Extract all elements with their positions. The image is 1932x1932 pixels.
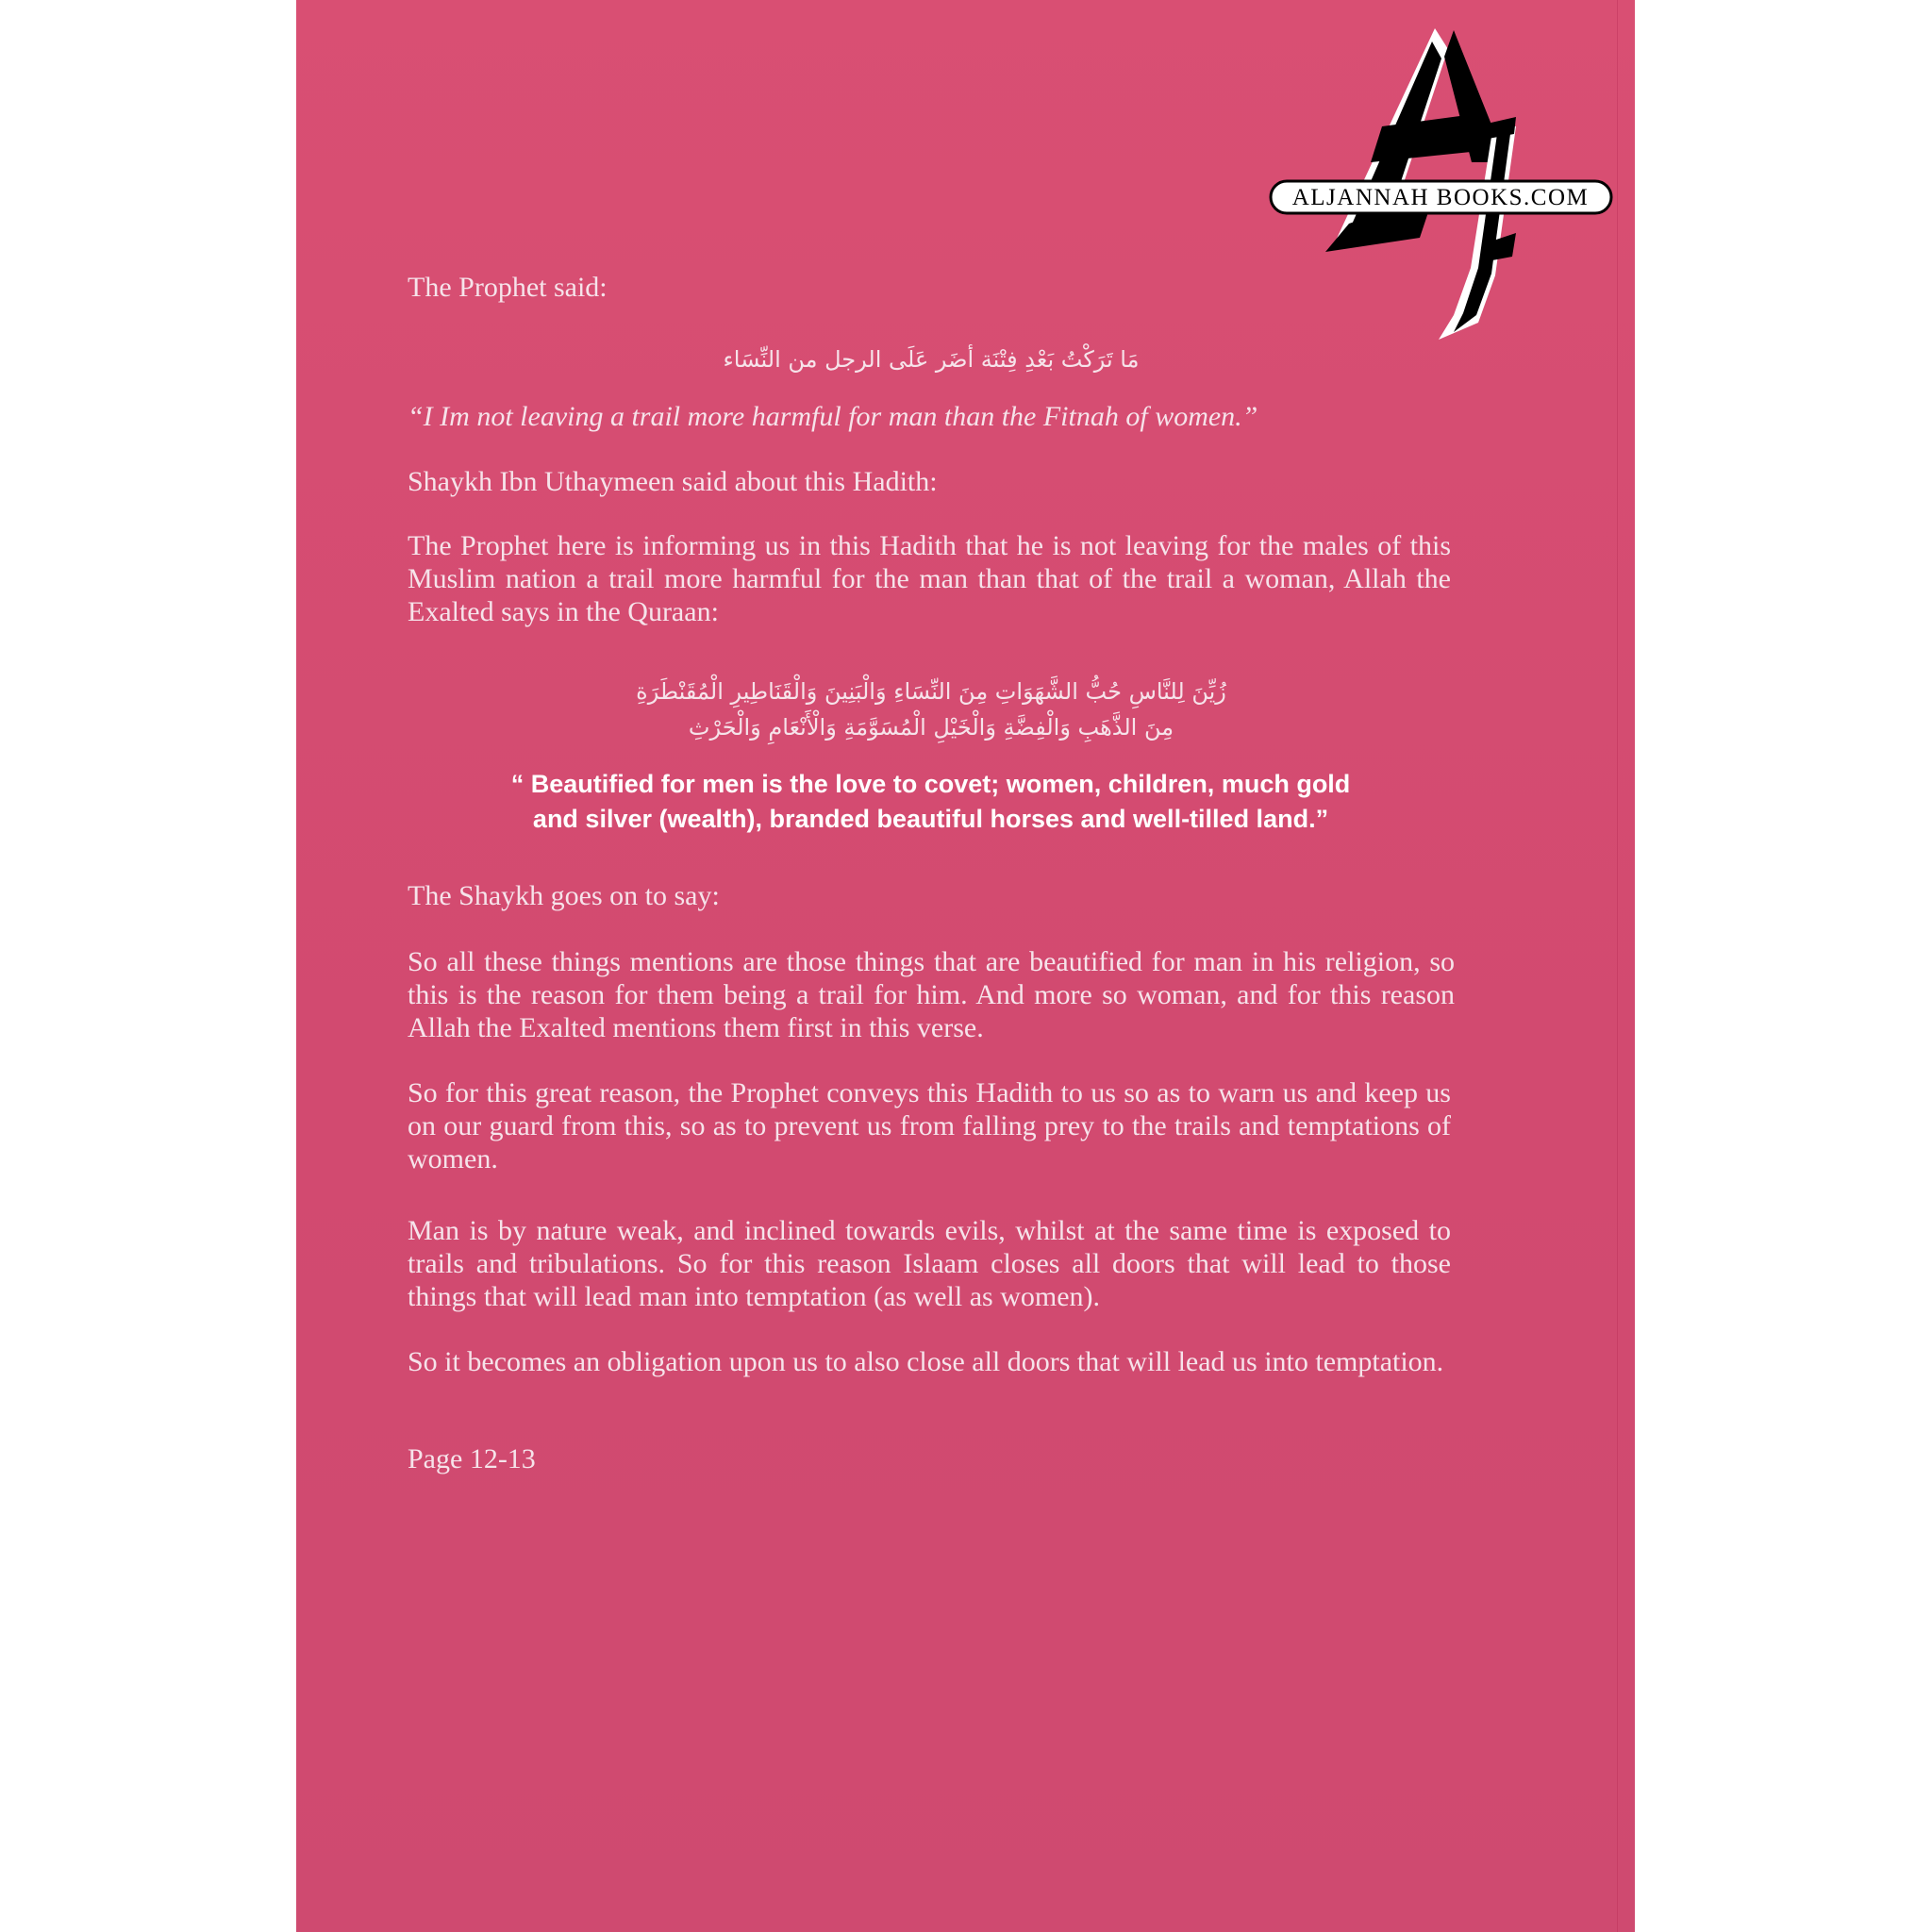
paragraph-1: The Prophet here is informing us in this Hadith that he is not leaving for the males of this Muslim nation a trail more harmful for the man than that of the trail a woman, Allah the Exalted says in the Quraan:	[408, 530, 1451, 627]
paragraph-4: Man is by nature weak, and inclined towards evils, whilst at the same time is exposed to trails and tribulations. So for this reason Islaam closes all doors that will lead to those things that will lead man into temptation (as well as women).	[408, 1215, 1451, 1312]
hadith-translation: “I Im not leaving a trail more harmful for man than the Fitnah of women.”	[408, 401, 1258, 432]
verse-translation-line-1: “ Beautified for men is the love to covet; women, children, much gold	[510, 770, 1351, 798]
hadith-arabic: مَا تَرَكْتُ بَعْدِ فِتْنَة أضَر عَلَى الرجل من النِّسَاء	[723, 346, 1140, 373]
paragraph-3: So for this great reason, the Prophet conveys this Hadith to us so as to warn us and keep us on our guard from this, so as to prevent us from falling prey to the trails and temptations of women.	[408, 1077, 1451, 1174]
shaykh-continues: The Shaykh goes on to say:	[408, 880, 720, 911]
intro-line: The Prophet said:	[408, 272, 608, 303]
paragraph-5: So it becomes an obligation upon us to also close all doors that will lead us into temptation.	[408, 1346, 1444, 1377]
aj-monogram-icon	[1269, 21, 1613, 346]
verse-arabic-line-2: مِنَ الذَّهَبِ وَالْفِضَّةِ وَالْخَيْلِ الْمُسَوَّمَةِ وَالْأَنْعَامِ وَالْحَرْثِ	[688, 714, 1174, 741]
logo-site-name: ALJANNAH BOOKS.COM	[1291, 185, 1590, 210]
verse-translation-line-2: and silver (wealth), branded beautiful horses and well-tilled land.”	[532, 805, 1329, 833]
verse-arabic-line-1: زُيِّنَ لِلنَّاسِ حُبُّ الشَّهَوَاتِ مِنَ النِّسَاءِ وَالْبَنِينَ وَالْقَنَاطِيرِ الْمُقَنْطَرَةِ	[636, 678, 1226, 705]
aljannah-books-logo	[1269, 21, 1613, 346]
paragraph-2: So all these things mentions are those things that are beautified for man in his religion, so this is the reason for them being a trail for him. And more so woman, and for this reason Allah the Exalted mentions them first in this verse.	[408, 946, 1455, 1043]
shaykh-intro: Shaykh Ibn Uthaymeen said about this Hadith:	[408, 466, 938, 497]
page-reference: Page 12-13	[408, 1443, 536, 1474]
